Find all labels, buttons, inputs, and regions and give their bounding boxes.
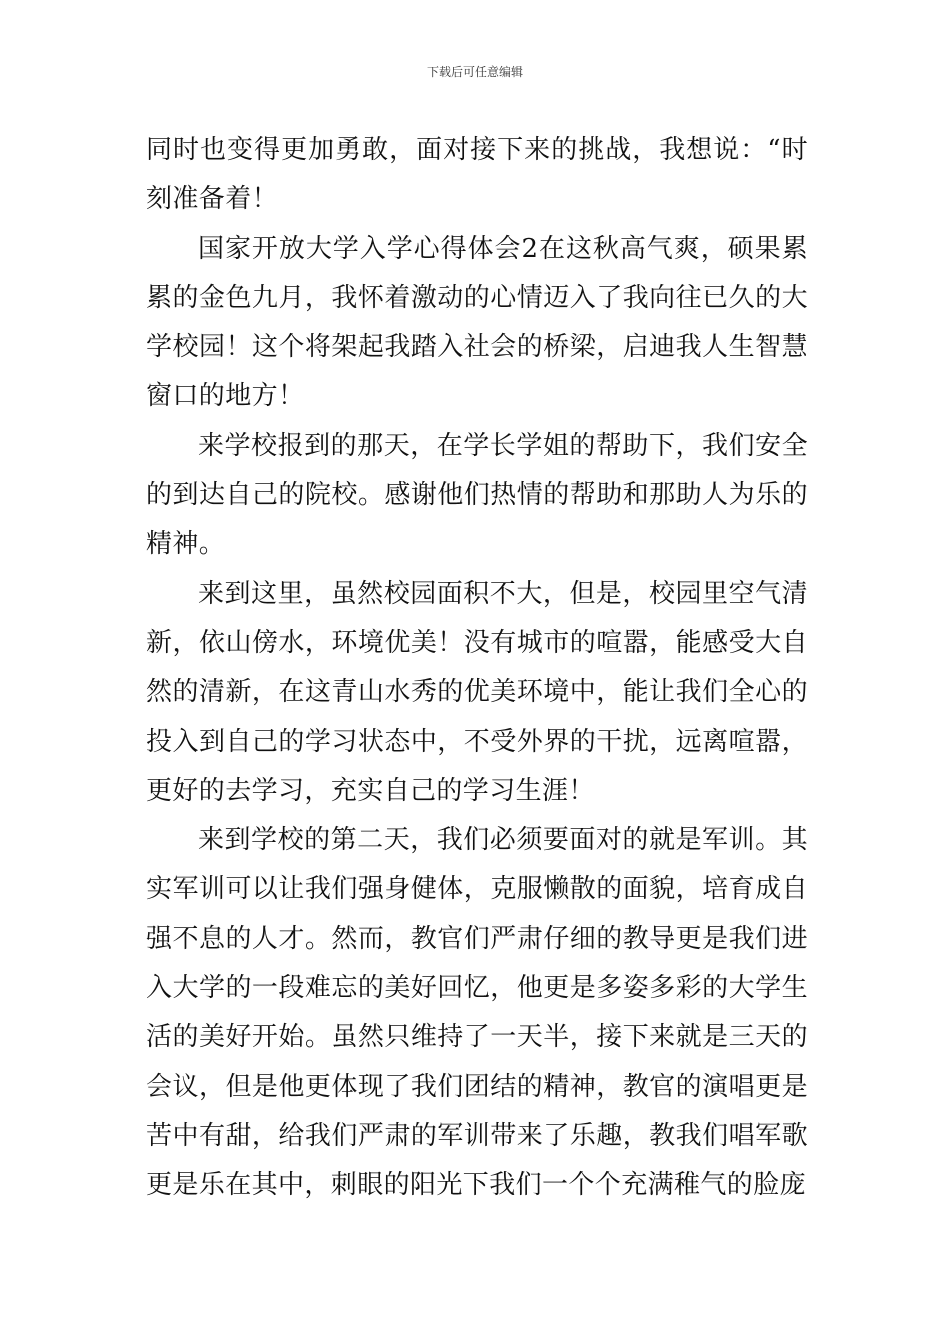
paragraph-2: 国家开放大学入学心得体会2在这秋高气爽，硕果累累的金色九月，我怀着激动的心情迈入了我向往已久的大学校园！这个将架起我踏入社会的桥梁，启迪我人生智慧窗口的地方！ bbox=[146, 233, 808, 412]
page-header: 下载后可任意编辑 bbox=[426, 65, 523, 79]
paragraph-3: 来学校报到的那天，在学长学姐的帮助下，我们安全的到达自己的院校。感谢他们热情的帮助和那助人为乐的精神。 bbox=[146, 430, 808, 560]
paragraph-4: 来到这里，虽然校园面积不大，但是，校园里空气清新，依山傍水，环境优美！没有城市的喧嚣，能感受大自然的清新，在这青山水秀的优美环境中，能让我们全心的投入到自己的学习状态中，不受外界的干扰，远离喧嚣，更好的去学习，充实自己的学习生涯！ bbox=[146, 578, 808, 806]
document-body bbox=[146, 126, 808, 1211]
paragraph-5: 来到学校的第二天，我们必须要面对的就是军训。其实军训可以让我们强身健体，克服懒散的面貌，培育成自强不息的人才。然而，教官们严肃仔细的教导更是我们进入大学的一段难忘的美好回忆，他更是多姿多彩的大学生活的美好开始。虽然只维持了一天半，接下来就是三天的会议，但是他更体现了我们团结的精神，教官的演唱更是苦中有甜，给我们严肃的军训带来了乐趣，教我们唱军歌更是乐在其中，刺眼的阳光下我们一个个充满稚气的脸庞 bbox=[146, 825, 808, 1201]
paragraph-1: 同时也变得更加勇敢，面对接下来的挑战，我想说：“时刻准备着！ bbox=[146, 135, 808, 215]
